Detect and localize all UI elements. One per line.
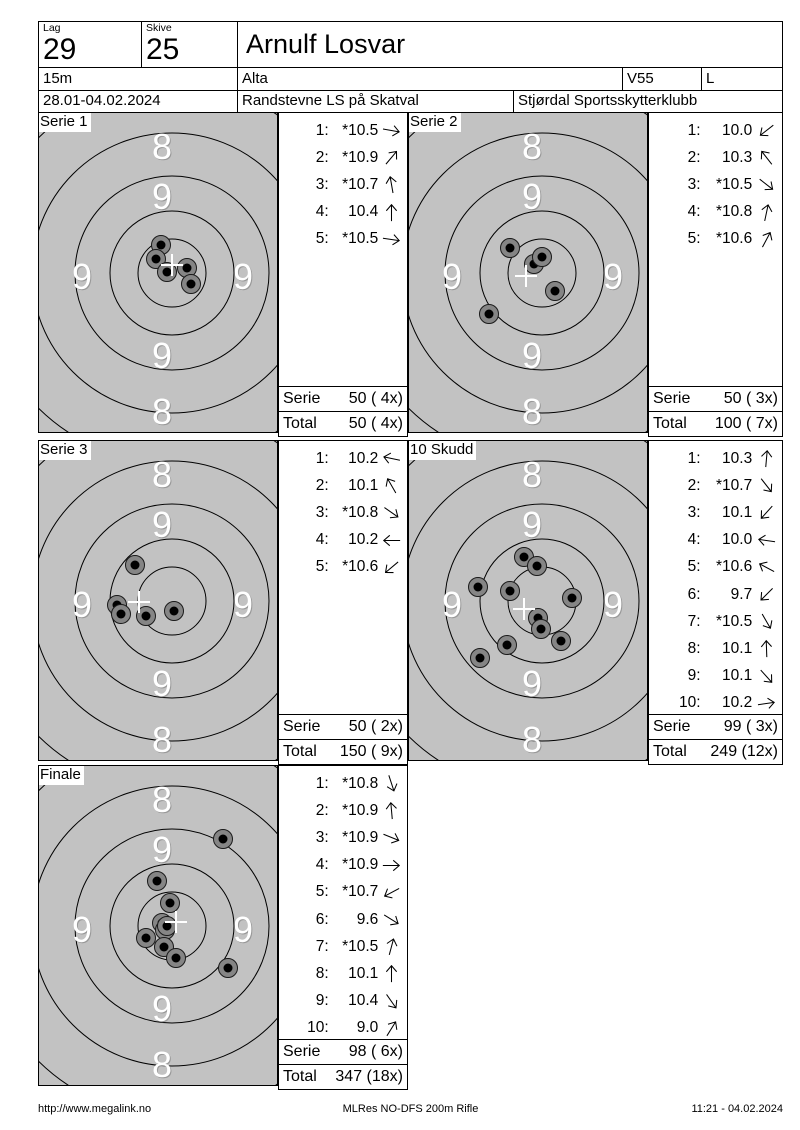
total-sum-row [279, 739, 407, 764]
serie-value: 50 ( 2x) [348, 718, 403, 735]
shot-number: 5: [315, 558, 329, 576]
footer-url: http://www.megalink.no [38, 1103, 152, 1115]
target-title: Serie 2 [409, 113, 461, 132]
shot-row [279, 1015, 407, 1042]
shot-direction-arrow-icon [752, 503, 780, 522]
shot-direction-arrow-icon [378, 856, 405, 875]
shot-row [279, 988, 407, 1015]
shot-value: 10.4 [348, 203, 379, 221]
shot-value: 10.4 [348, 992, 379, 1010]
ring-number-8-bottom: 8 [151, 719, 173, 760]
shot-row [279, 879, 407, 906]
shot-value: 10.2 [722, 694, 753, 712]
class-secondary-cell: L [702, 68, 783, 91]
shot-direction-arrow-icon [752, 121, 780, 140]
shot-hole [125, 555, 145, 575]
ring-number-9-bottom: 9 [521, 663, 543, 704]
shot-number: 5: [687, 230, 701, 248]
shot-value: 9.7 [730, 585, 753, 603]
shot-row [279, 852, 407, 879]
shot-row [649, 499, 782, 526]
shot-value: *10.7 [342, 883, 379, 901]
club-cell: Alta [238, 68, 623, 91]
total-value: 150 ( 9x) [339, 743, 403, 760]
ring-number-8-top: 8 [151, 454, 173, 495]
shot-row [279, 824, 407, 851]
target-serie-2 [408, 112, 648, 433]
shot-direction-arrow-icon [378, 121, 405, 140]
shot-row [649, 445, 782, 472]
shot-row [279, 199, 407, 226]
shot-direction-arrow-icon [752, 694, 780, 713]
panel-finale [38, 765, 408, 1090]
lag-value: 29 [43, 33, 77, 66]
total-sum-row [279, 411, 407, 436]
shot-value: 9.6 [356, 910, 379, 928]
ring-number-9-bottom: 9 [151, 663, 173, 704]
serie-label: Serie [653, 390, 691, 407]
report-footer [38, 1103, 783, 1115]
shot-value: 10.2 [348, 531, 379, 549]
shot-number: 2: [687, 476, 701, 494]
shot-direction-arrow-icon [378, 937, 405, 956]
date-range-cell: 28.01-04.02.2024 [39, 91, 238, 113]
shot-direction-arrow-icon [378, 558, 405, 577]
shot-row [649, 581, 782, 608]
shot-value: *10.7 [716, 476, 753, 494]
shot-number: 1: [687, 121, 701, 139]
event-name-cell: Randstevne LS på Skatval [238, 91, 514, 113]
shot-value: *10.5 [716, 612, 753, 630]
mpi-cross-icon [515, 265, 537, 287]
shot-row [279, 445, 407, 472]
shot-direction-arrow-icon [752, 476, 780, 495]
serie-value: 50 ( 3x) [723, 390, 778, 407]
shooter-name: Arnulf Losvar [238, 22, 783, 68]
target-title: Serie 3 [39, 441, 91, 460]
shot-direction-arrow-icon [378, 828, 405, 847]
shot-number: 9: [687, 667, 701, 685]
shot-direction-arrow-icon [752, 531, 780, 550]
shot-number: 2: [315, 801, 329, 819]
ring-number-8-bottom: 8 [151, 1044, 173, 1085]
report-content [38, 21, 783, 1116]
shot-number: 10: [679, 694, 701, 712]
ring-number-9-left: 9 [441, 256, 463, 297]
ring-number-9-left: 9 [71, 256, 93, 297]
shot-row [649, 527, 782, 554]
shot-row [279, 906, 407, 933]
total-label: Total [653, 743, 687, 760]
ring-number-9-left: 9 [71, 909, 93, 950]
shot-row [279, 960, 407, 987]
shot-number: 5: [687, 558, 701, 576]
total-label: Total [283, 743, 317, 760]
shot-number: 10: [307, 1019, 329, 1037]
ring-number-9-right: 9 [602, 256, 624, 297]
mpi-cross-icon [165, 911, 187, 933]
shot-value: *10.9 [342, 148, 379, 166]
shot-hole [527, 556, 547, 576]
ring-number-8-top: 8 [151, 779, 173, 820]
shot-row [279, 554, 407, 581]
shot-row [279, 472, 407, 499]
distance-cell: 15m [39, 68, 238, 91]
total-sum-row [649, 411, 782, 436]
organizer-cell: Stjørdal Sportsskytterklubb [514, 91, 783, 113]
serie-value: 50 ( 4x) [348, 390, 403, 407]
shot-direction-arrow-icon [378, 883, 405, 902]
shot-number: 3: [315, 503, 329, 521]
footer-timestamp: 11:21 - 04.02.2024 [691, 1103, 783, 1115]
shot-hole [497, 635, 517, 655]
shot-list [279, 117, 407, 253]
mpi-cross-icon [161, 254, 183, 276]
shot-value: *10.5 [342, 230, 379, 248]
shot-hole [160, 893, 180, 913]
ring-number-8-bottom: 8 [521, 391, 543, 432]
shot-hole [562, 588, 582, 608]
shot-list [649, 117, 782, 253]
serie-sum-row [279, 386, 407, 411]
shot-direction-arrow-icon [378, 1019, 405, 1038]
shot-direction-arrow-icon [752, 230, 780, 249]
lag-label: Lag [43, 22, 61, 34]
shot-direction-arrow-icon [378, 774, 405, 793]
shot-hole [213, 829, 233, 849]
shot-value: 10.0 [722, 531, 753, 549]
shot-direction-arrow-icon [752, 667, 780, 686]
shot-value: 10.1 [722, 639, 753, 657]
serie-value: 99 ( 3x) [723, 718, 778, 735]
ring-number-9-bottom: 9 [151, 988, 173, 1029]
shot-number: 5: [315, 883, 329, 901]
target-10-skudd [408, 440, 648, 761]
shot-value: *10.7 [342, 175, 379, 193]
total-sum-row [649, 739, 782, 764]
shot-row [649, 472, 782, 499]
ring-number-8-bottom: 8 [151, 391, 173, 432]
shot-row [649, 663, 782, 690]
total-value: 249 (12x) [710, 743, 778, 760]
shot-row [649, 171, 782, 198]
shot-row [279, 171, 407, 198]
shot-number: 2: [315, 148, 329, 166]
shot-value: *10.6 [716, 230, 753, 248]
footer-program-name: MLRes NO-DFS 200m Rifle [342, 1103, 479, 1115]
ring-number-8-bottom: 8 [521, 719, 543, 760]
shot-value: 10.0 [722, 121, 753, 139]
shot-hole [532, 247, 552, 267]
shot-value: *10.9 [342, 828, 379, 846]
shot-value: *10.9 [342, 801, 379, 819]
shot-direction-arrow-icon [752, 639, 780, 658]
shot-direction-arrow-icon [378, 449, 405, 468]
target-finale [38, 765, 278, 1086]
shot-hole [470, 648, 490, 668]
ring-number-8-top: 8 [521, 454, 543, 495]
shot-number: 3: [315, 175, 329, 193]
shot-number: 3: [687, 503, 701, 521]
shot-list [279, 770, 407, 1042]
shot-direction-arrow-icon [752, 585, 780, 604]
total-label: Total [283, 415, 317, 432]
serie-value: 98 ( 6x) [348, 1043, 403, 1060]
shot-value: *10.6 [342, 558, 379, 576]
shot-number: 8: [687, 639, 701, 657]
shot-row [279, 933, 407, 960]
score-table-finale [278, 765, 408, 1090]
target-serie-1 [38, 112, 278, 433]
shot-direction-arrow-icon [378, 148, 405, 167]
shot-hole [551, 631, 571, 651]
ring-number-9-bottom: 9 [521, 335, 543, 376]
serie-label: Serie [283, 1043, 321, 1060]
shot-direction-arrow-icon [752, 612, 780, 631]
shot-number: 3: [315, 828, 329, 846]
shot-number: 6: [687, 585, 701, 603]
shot-direction-arrow-icon [378, 503, 405, 522]
shot-list [279, 445, 407, 581]
total-label: Total [653, 415, 687, 432]
serie-label: Serie [653, 718, 691, 735]
shot-value: 10.1 [348, 476, 379, 494]
shot-hole [147, 871, 167, 891]
shot-row [649, 199, 782, 226]
shot-hole [218, 958, 238, 978]
shot-hole [479, 304, 499, 324]
ring-number-9-right: 9 [232, 909, 254, 950]
shot-value: 10.3 [722, 148, 753, 166]
ring-number-9-top: 9 [151, 829, 173, 870]
shot-number: 1: [687, 449, 701, 467]
shot-row [279, 499, 407, 526]
ring-number-9-top: 9 [151, 504, 173, 545]
shot-value: *10.8 [342, 503, 379, 521]
shot-row [649, 690, 782, 717]
ring-number-9-left: 9 [71, 584, 93, 625]
ring-number-9-right: 9 [232, 584, 254, 625]
shot-value: 10.1 [348, 964, 379, 982]
mpi-cross-icon [128, 591, 150, 613]
shot-direction-arrow-icon [378, 801, 405, 820]
shot-row [649, 144, 782, 171]
serie-sum-row [649, 714, 782, 739]
shot-number: 9: [315, 992, 329, 1010]
shot-number: 3: [687, 175, 701, 193]
shot-number: 4: [687, 531, 701, 549]
shot-hole [166, 948, 186, 968]
shot-number: 1: [315, 121, 329, 139]
ring-number-9-top: 9 [521, 176, 543, 217]
serie-label: Serie [283, 390, 321, 407]
ring-number-9-bottom: 9 [151, 335, 173, 376]
class-primary-cell: V55 [623, 68, 702, 91]
shot-direction-arrow-icon [378, 476, 405, 495]
shot-value: 10.2 [348, 449, 379, 467]
shot-direction-arrow-icon [378, 531, 405, 550]
lag-cell [39, 22, 142, 68]
shot-row [279, 226, 407, 253]
total-label: Total [283, 1068, 317, 1085]
shot-hole [531, 619, 551, 639]
total-value: 50 ( 4x) [348, 415, 403, 432]
shot-number: 4: [315, 203, 329, 221]
score-table-serie-1 [278, 112, 408, 437]
shot-row [649, 608, 782, 635]
target-title: Serie 1 [39, 113, 91, 132]
header-table [38, 21, 783, 113]
shot-row [279, 770, 407, 797]
score-table-10-skudd [648, 440, 783, 765]
skive-cell [142, 22, 238, 68]
shot-hole [164, 601, 184, 621]
shot-number: 5: [315, 230, 329, 248]
ring-number-8-top: 8 [521, 126, 543, 167]
shot-row [649, 117, 782, 144]
shot-row [279, 527, 407, 554]
shot-number: 6: [315, 910, 329, 928]
shot-direction-arrow-icon [752, 148, 780, 167]
panel-10-skudd [408, 440, 783, 765]
ring-number-9-left: 9 [441, 584, 463, 625]
ring-number-9-top: 9 [521, 504, 543, 545]
shot-number: 7: [315, 937, 329, 955]
shot-row [649, 635, 782, 662]
shot-value: *10.9 [342, 856, 379, 874]
skive-value: 25 [146, 33, 180, 66]
panel-serie-2 [408, 112, 783, 437]
shot-value: 10.3 [722, 449, 753, 467]
shot-number: 2: [687, 148, 701, 166]
target-title: 10 Skudd [409, 441, 476, 460]
shot-direction-arrow-icon [752, 203, 780, 222]
target-title: Finale [39, 766, 84, 785]
shot-row [279, 797, 407, 824]
panel-serie-3 [38, 440, 408, 765]
shot-row [279, 117, 407, 144]
shot-direction-arrow-icon [752, 175, 780, 194]
shot-direction-arrow-icon [378, 175, 405, 194]
shot-list [649, 445, 782, 717]
shot-value: 10.1 [722, 667, 753, 685]
shot-number: 4: [315, 856, 329, 874]
total-value: 100 ( 7x) [714, 415, 778, 432]
score-table-serie-3 [278, 440, 408, 765]
shot-direction-arrow-icon [378, 203, 405, 222]
total-sum-row [279, 1064, 407, 1089]
shot-value: *10.8 [342, 774, 379, 792]
ring-number-9-right: 9 [602, 584, 624, 625]
shot-direction-arrow-icon [752, 558, 780, 577]
shot-direction-arrow-icon [752, 449, 780, 468]
shot-value: 10.1 [722, 503, 753, 521]
mpi-cross-icon [513, 598, 535, 620]
shot-number: 7: [687, 612, 701, 630]
ring-number-8-top: 8 [151, 126, 173, 167]
shot-number: 4: [687, 203, 701, 221]
shot-value: *10.5 [342, 121, 379, 139]
shot-number: 2: [315, 476, 329, 494]
total-value: 347 (18x) [335, 1068, 403, 1085]
shot-hole [136, 928, 156, 948]
shot-number: 4: [315, 531, 329, 549]
ring-number-9-right: 9 [232, 256, 254, 297]
panel-serie-1 [38, 112, 408, 437]
shot-hole [500, 238, 520, 258]
serie-sum-row [279, 714, 407, 739]
target-serie-3 [38, 440, 278, 761]
shot-direction-arrow-icon [378, 910, 405, 929]
shot-number: 1: [315, 449, 329, 467]
shot-value: *10.8 [716, 203, 753, 221]
serie-sum-row [649, 386, 782, 411]
shot-value: *10.6 [716, 558, 753, 576]
shot-number: 1: [315, 774, 329, 792]
shot-hole [545, 281, 565, 301]
shot-row [649, 554, 782, 581]
shot-number: 8: [315, 964, 329, 982]
score-table-serie-2 [648, 112, 783, 437]
shot-value: *10.5 [716, 175, 753, 193]
shot-direction-arrow-icon [378, 230, 405, 249]
shot-direction-arrow-icon [378, 964, 405, 983]
shot-row [279, 144, 407, 171]
skive-label: Skive [146, 22, 172, 34]
shot-direction-arrow-icon [378, 992, 405, 1011]
shot-hole [468, 577, 488, 597]
serie-sum-row [279, 1039, 407, 1064]
shot-hole [181, 274, 201, 294]
shot-value: 9.0 [356, 1019, 379, 1037]
ring-number-9-top: 9 [151, 176, 173, 217]
shot-value: *10.5 [342, 937, 379, 955]
shot-row [649, 226, 782, 253]
serie-label: Serie [283, 718, 321, 735]
